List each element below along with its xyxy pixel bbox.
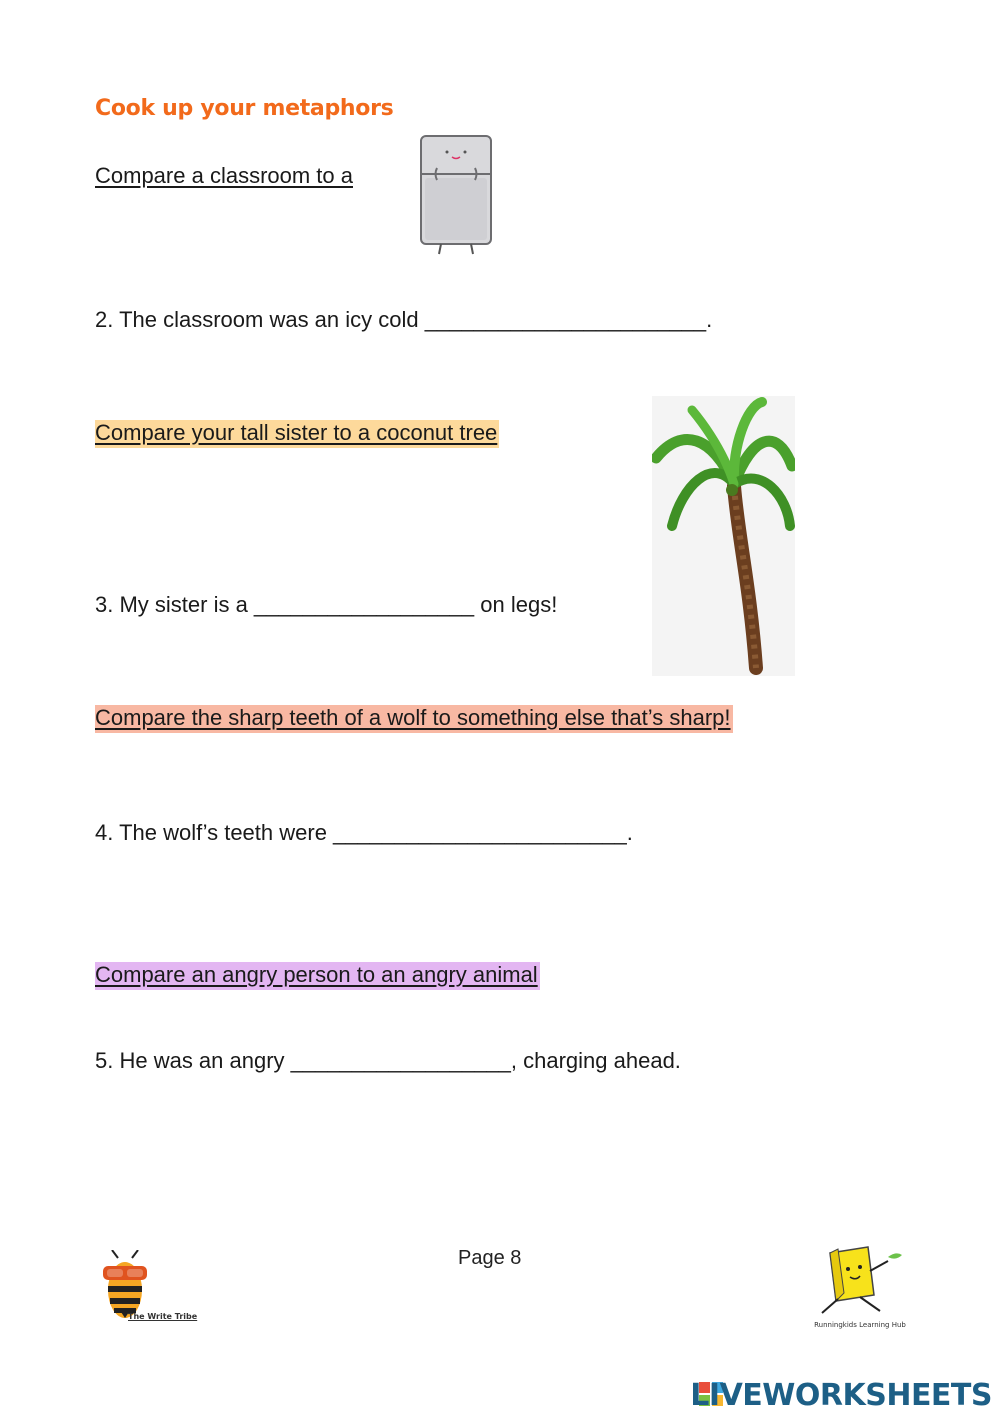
sentence-classroom: 2. The classroom was an icy cold _______________________. <box>95 307 713 332</box>
palm-tree-icon <box>652 396 795 676</box>
sentence-angry: 5. He was an angry __________________, charging ahead. <box>95 1048 681 1073</box>
fridge-icon <box>415 130 497 258</box>
runningkids-label: Runningkids Learning Hub <box>814 1321 906 1329</box>
runningkids-logo <box>808 1243 908 1343</box>
running-book-icon <box>808 1243 908 1319</box>
write-tribe-logo <box>98 1250 208 1330</box>
prompt-sister: Compare your tall sister to a coconut tree <box>95 420 499 448</box>
write-tribe-label: The Write Tribe <box>128 1312 198 1321</box>
worksheet-title: Cook up your metaphors <box>95 96 394 121</box>
prompt-classroom: Compare a classroom to a <box>95 163 353 188</box>
page-number: Page 8 <box>458 1247 522 1269</box>
sentence-wolf: 4. The wolf’s teeth were ________________________. <box>95 820 633 845</box>
prompt-wolf: Compare the sharp teeth of a wolf to something else that’s sharp! <box>95 705 733 733</box>
prompt-angry: Compare an angry person to an angry animal <box>95 962 540 990</box>
sentence-sister: 3. My sister is a __________________ on legs! <box>95 592 558 617</box>
liveworksheets-brand[interactable]: LIVEWORKSHEETS <box>690 1378 992 1413</box>
